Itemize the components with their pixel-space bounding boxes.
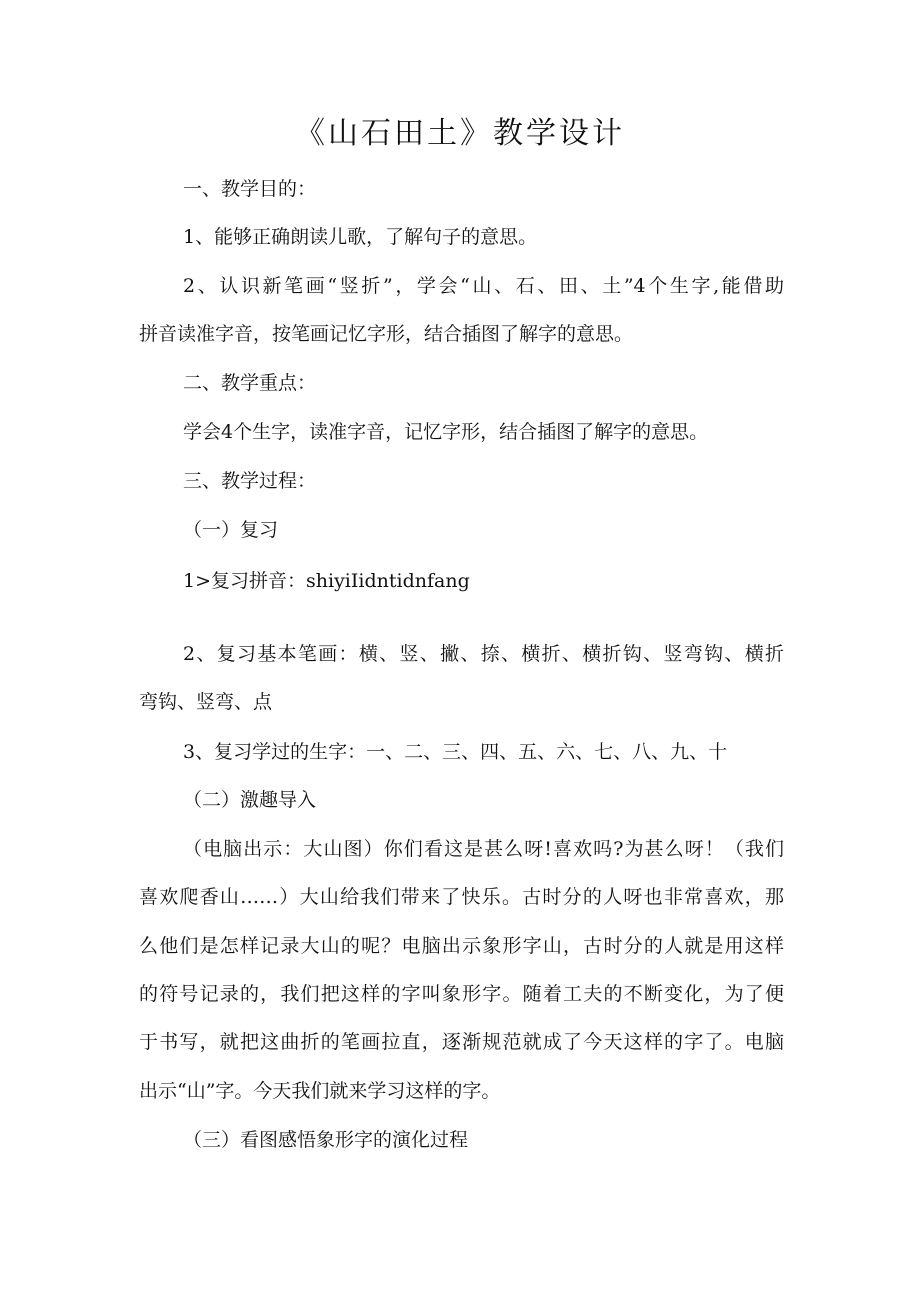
- subsection-introduction: （二）激趣导入: [183, 789, 317, 811]
- introduction-paragraph-line-4: 的符号记录的，我们把这样的字叫象形字。随着工夫的不断变化，为了便: [139, 983, 784, 1005]
- introduction-paragraph-line-2: 喜欢爬香山……）大山给我们带来了快乐。古时分的人呀也非常喜欢，那: [139, 886, 784, 908]
- review-strokes-line-2: 弯钩、竖弯、点: [139, 691, 273, 713]
- key-points-text: 学会4个生字，读准字音，记忆字形，结合插图了解字的意思。: [183, 421, 709, 443]
- objective-item-1: 1、能够正确朗读儿歌，了解句子的意思。: [183, 226, 538, 248]
- introduction-paragraph-line-6: 出示“山”字。今天我们就来学习这样的字。: [139, 1080, 501, 1102]
- section-heading-key-points: 二、教学重点：: [183, 372, 317, 394]
- introduction-paragraph-line-5: 于书写，就把这曲折的笔画拉直，逐渐规范就成了今天这样的字了。电脑: [139, 1031, 784, 1053]
- section-heading-process: 三、教学过程：: [183, 470, 317, 492]
- objective-item-2-line-2: 拼音读准字音，按笔画记忆字形，结合插图了解字的意思。: [139, 323, 634, 345]
- review-pinyin: 1>复习拼音：shiyiIidntidnfang: [183, 570, 470, 592]
- section-heading-objectives: 一、教学目的：: [183, 178, 317, 200]
- subsection-review: （一）复习: [183, 519, 279, 541]
- introduction-paragraph-line-3: 么他们是怎样记录大山的呢？电脑出示象形字山，古时分的人就是用这样: [139, 935, 784, 957]
- review-characters: 3、复习学过的生字：一、二、三、四、五、六、七、八、九、十: [183, 741, 728, 763]
- objective-item-2-line-1: 2、认识新笔画“竖折”，学会“山、石、田、土”4个生字,能借助: [183, 275, 784, 297]
- subsection-evolution: （三）看图感悟象形字的演化过程: [183, 1129, 469, 1151]
- review-strokes-line-1: 2、复习基本笔画：横、竖、撇、捺、横折、横折钩、竖弯钩、横折: [183, 643, 784, 665]
- introduction-paragraph-line-1: （电脑出示：大山图）你们看这是甚么呀!喜欢吗?为甚么呀！（我们: [183, 838, 784, 860]
- document-title: 《山石田土》教学设计: [295, 116, 625, 151]
